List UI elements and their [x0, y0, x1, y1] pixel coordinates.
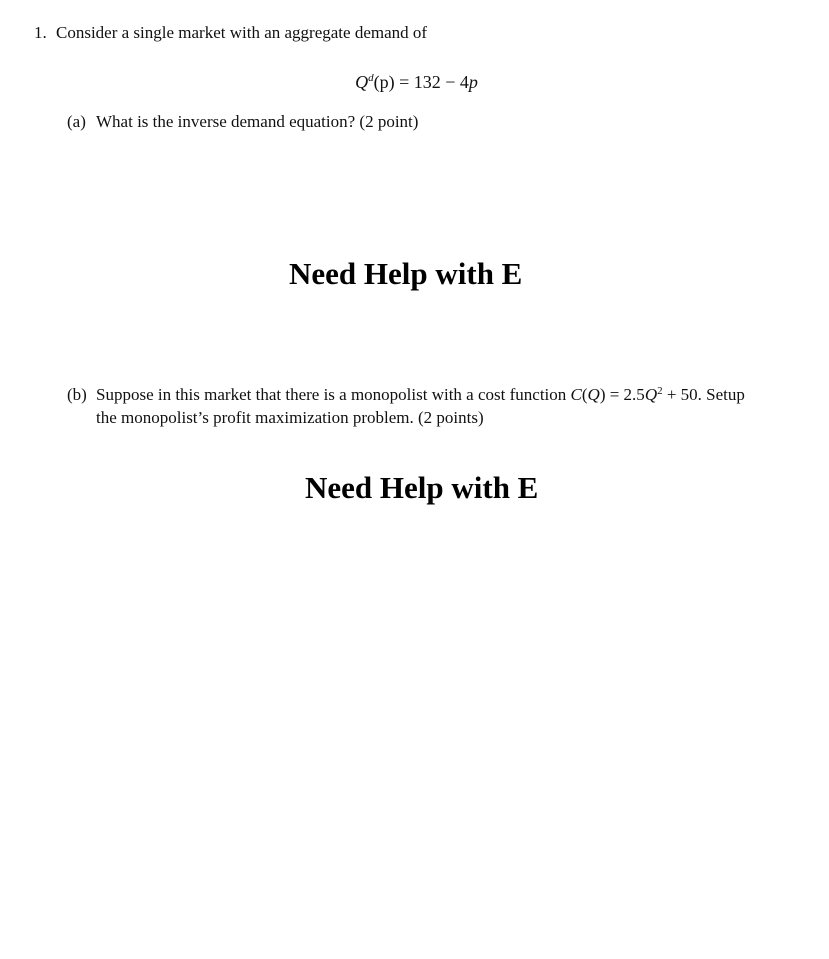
cost-arg-close: ) = 2.5	[599, 385, 645, 404]
part-b-label: (b)	[67, 385, 87, 404]
question-1-intro	[34, 22, 427, 44]
equation-lhs-symbol: Q	[355, 72, 369, 92]
cost-arg-var: Q	[587, 385, 600, 404]
part-a-label: (a)	[67, 112, 86, 131]
part-a-question	[67, 111, 418, 133]
part-b-question-line-2: the monopolist’s profit maximization problem. (2 points)	[96, 408, 484, 427]
cost-q-symbol: Q	[644, 385, 658, 404]
cost-function-symbol: C	[570, 385, 582, 404]
cost-exponent: 2	[657, 385, 663, 397]
cost-arg-open: (	[581, 385, 588, 404]
part-a-text: What is the inverse demand equation? (2 point)	[96, 112, 419, 131]
equation-rhs: = 132 − 4	[399, 72, 469, 92]
part-b-question-line-1	[67, 380, 745, 406]
question-number: 1.	[34, 23, 47, 42]
part-b-text: Suppose in this market that there is a monopolist with a cost function	[96, 385, 571, 404]
question-intro-text: Consider a single market with an aggregate demand of	[56, 23, 428, 42]
equation-rhs-var: p	[468, 72, 478, 92]
equation-lhs-arg: (p)	[373, 72, 395, 92]
cost-tail: + 50. Setup	[662, 385, 745, 404]
equation-lhs-superscript: d	[368, 72, 374, 84]
need-help-heading-2: Need Help with E	[305, 470, 539, 505]
demand-equation	[0, 66, 829, 94]
need-help-heading-1: Need Help with E	[289, 256, 523, 291]
